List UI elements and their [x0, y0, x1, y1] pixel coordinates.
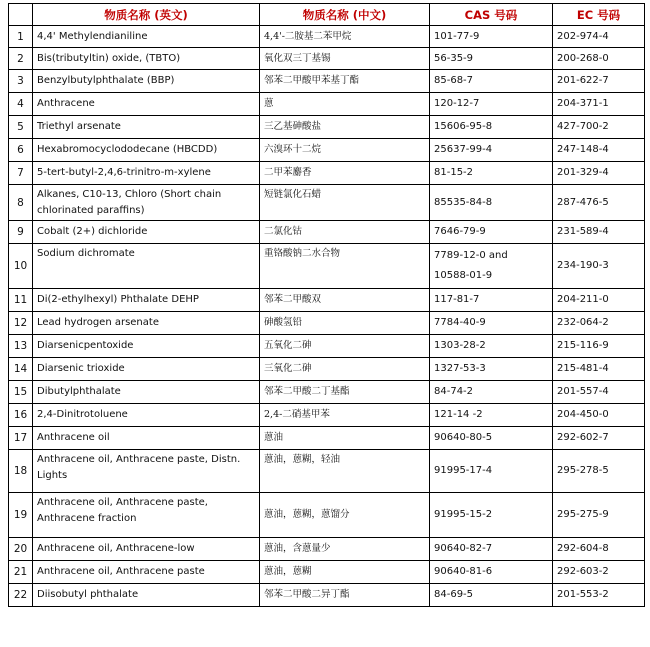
name-en-line: Benzylbutylphthalate (BBP) — [37, 75, 175, 86]
cell-name-cn: 蒽油，蒽糊，轻油 — [260, 450, 430, 493]
cell-ec: 295-278-5 — [553, 450, 645, 493]
table-row — [9, 404, 645, 427]
cell-cas — [430, 139, 553, 162]
cell-ec: 200-268-0 — [553, 48, 645, 70]
cell-name-en — [33, 244, 260, 289]
cell-index: 6 — [9, 139, 33, 162]
cell-cas — [430, 244, 553, 289]
cell-name-cn: 蒽 — [260, 93, 430, 116]
name-en-line: Di(2-ethylhexyl) Phthalate DEHP — [37, 294, 199, 305]
cell-name-en — [33, 381, 260, 404]
cell-index: 18 — [9, 450, 33, 493]
name-en-line: Lights — [37, 470, 68, 481]
cell-name-en — [33, 335, 260, 358]
cell-ec: 292-604-8 — [553, 538, 645, 561]
cas-line: 81-15-2 — [434, 167, 474, 178]
cell-ec: 201-557-4 — [553, 381, 645, 404]
cas-line: 101-77-9 — [434, 30, 480, 42]
cas-line: 117-81-7 — [434, 294, 480, 305]
cell-index: 12 — [9, 312, 33, 335]
table-row — [9, 185, 645, 221]
cell-name-cn: 邻苯二甲酸二异丁酯 — [260, 584, 430, 607]
cell-name-en — [33, 493, 260, 538]
cell-name-cn: 蒽油，蒽糊，蒽馏分 — [260, 493, 430, 538]
cell-ec: 234-190-3 — [553, 244, 645, 289]
cell-ec: 204-371-1 — [553, 93, 645, 116]
cell-name-cn: 蒽油，蒽糊 — [260, 561, 430, 584]
cell-ec: 292-602-7 — [553, 427, 645, 450]
name-en-line: Anthracene oil, Anthracene paste — [37, 566, 205, 577]
table-row — [9, 48, 645, 70]
cell-index: 11 — [9, 289, 33, 312]
cell-ec: 215-481-4 — [553, 358, 645, 381]
cell-ec: 427-700-2 — [553, 116, 645, 139]
table-row — [9, 427, 645, 450]
name-en-line: 4,4' Methylendianiline — [37, 30, 148, 42]
cell-cas — [430, 584, 553, 607]
cell-cas — [430, 221, 553, 244]
name-en-line: Anthracene oil, Anthracene-low — [37, 543, 195, 554]
name-en-line: Anthracene oil, Anthracene paste, — [37, 497, 208, 508]
table-row — [9, 358, 645, 381]
cell-name-en — [33, 450, 260, 493]
cas-line: 85-68-7 — [434, 75, 474, 86]
cas-line: 1303-28-2 — [434, 340, 486, 351]
cell-name-en — [33, 538, 260, 561]
cell-cas — [430, 70, 553, 93]
cell-index: 16 — [9, 404, 33, 427]
cell-ec: 295-275-9 — [553, 493, 645, 538]
cell-name-en — [33, 289, 260, 312]
cell-index: 19 — [9, 493, 33, 538]
header-name-en: 物质名称 (英文) — [33, 4, 260, 26]
cell-name-cn: 六溴环十二烷 — [260, 139, 430, 162]
name-en-line: Sodium dichromate — [37, 248, 135, 259]
cas-line: 91995-17-4 — [434, 465, 493, 476]
cell-ec: 232-064-2 — [553, 312, 645, 335]
cell-ec: 231-589-4 — [553, 221, 645, 244]
cas-line: 120-12-7 — [434, 98, 480, 109]
cas-line: 7789-12-0 and — [434, 250, 508, 261]
cell-name-cn: 五氧化二砷 — [260, 335, 430, 358]
cell-ec: 292-603-2 — [553, 561, 645, 584]
cell-index: 3 — [9, 70, 33, 93]
table-body — [9, 26, 645, 607]
name-en-line: Alkanes, C10-13, Chloro (Short chain — [37, 189, 222, 200]
cell-ec: 247-148-4 — [553, 139, 645, 162]
cas-line: 90640-82-7 — [434, 543, 493, 554]
table-row — [9, 26, 645, 48]
name-en-line: 5-tert-butyl-2,4,6-trinitro-m-xylene — [37, 167, 211, 178]
table-row — [9, 335, 645, 358]
cell-name-en — [33, 561, 260, 584]
table-row — [9, 312, 645, 335]
table-row — [9, 70, 645, 93]
cas-line: 121-14 -2 — [434, 409, 483, 420]
cell-cas — [430, 538, 553, 561]
cell-name-en — [33, 139, 260, 162]
name-en-line: Anthracene oil — [37, 432, 110, 443]
cell-ec: 204-450-0 — [553, 404, 645, 427]
cell-ec: 204-211-0 — [553, 289, 645, 312]
cell-cas — [430, 335, 553, 358]
cell-cas — [430, 116, 553, 139]
cas-line: 85535-84-8 — [434, 196, 493, 208]
header-name-cn: 物质名称 (中文) — [260, 4, 430, 26]
cell-name-en — [33, 404, 260, 427]
cell-index: 1 — [9, 26, 33, 48]
cas-line: 10588-01-9 — [434, 270, 493, 281]
cell-name-cn: 2,4-二硝基甲苯 — [260, 404, 430, 427]
cell-index: 21 — [9, 561, 33, 584]
cas-line: 7784-40-9 — [434, 317, 486, 328]
name-en-line: Hexabromocyclododecane (HBCDD) — [37, 144, 218, 155]
cell-cas — [430, 404, 553, 427]
cell-cas — [430, 162, 553, 185]
cell-name-en — [33, 358, 260, 381]
cell-name-cn: 重铬酸钠二水合物 — [260, 244, 430, 289]
name-en-line: Anthracene fraction — [37, 513, 137, 524]
table-row — [9, 584, 645, 607]
cell-cas — [430, 358, 553, 381]
cell-cas — [430, 427, 553, 450]
cell-name-cn: 砷酸氢铅 — [260, 312, 430, 335]
cas-line: 91995-15-2 — [434, 509, 493, 520]
cell-cas — [430, 26, 553, 48]
cell-name-cn: 氧化双三丁基锡 — [260, 48, 430, 70]
cell-name-en — [33, 93, 260, 116]
name-en-line: chlorinated paraffins) — [37, 205, 145, 216]
cell-name-cn: 邻苯二甲酸甲苯基丁酯 — [260, 70, 430, 93]
cas-line: 84-74-2 — [434, 386, 474, 397]
cell-cas — [430, 381, 553, 404]
substance-table — [8, 3, 645, 607]
cell-index: 5 — [9, 116, 33, 139]
cas-line: 15606-95-8 — [434, 121, 493, 132]
cell-name-en — [33, 221, 260, 244]
cell-index: 20 — [9, 538, 33, 561]
cell-name-en — [33, 312, 260, 335]
cell-name-en — [33, 185, 260, 221]
table-row — [9, 162, 645, 185]
cas-line: 25637-99-4 — [434, 144, 493, 155]
cell-name-cn: 蒽油，含蒽量少 — [260, 538, 430, 561]
cas-line: 84-69-5 — [434, 589, 474, 600]
cell-cas — [430, 312, 553, 335]
header-index — [9, 4, 33, 26]
table-row — [9, 116, 645, 139]
cell-index: 9 — [9, 221, 33, 244]
cell-name-en — [33, 48, 260, 70]
cell-name-en — [33, 70, 260, 93]
cell-name-cn: 4,4'-二胺基二苯甲烷 — [260, 26, 430, 48]
cell-name-en — [33, 116, 260, 139]
cell-name-en — [33, 162, 260, 185]
cas-line: 1327-53-3 — [434, 363, 486, 374]
table-row — [9, 244, 645, 289]
cas-line: 90640-81-6 — [434, 566, 493, 577]
table-row — [9, 221, 645, 244]
cell-index: 2 — [9, 48, 33, 70]
table-row — [9, 538, 645, 561]
cell-index: 22 — [9, 584, 33, 607]
cell-ec: 215-116-9 — [553, 335, 645, 358]
name-en-line: Bis(tributyltin) oxide, (TBTO) — [37, 52, 181, 64]
cell-cas — [430, 289, 553, 312]
cell-index: 7 — [9, 162, 33, 185]
cell-ec: 287-476-5 — [553, 185, 645, 221]
table-row — [9, 289, 645, 312]
cell-index: 4 — [9, 93, 33, 116]
name-en-line: Diisobutyl phthalate — [37, 589, 139, 600]
cell-name-en — [33, 427, 260, 450]
header-ec: EC 号码 — [553, 4, 645, 26]
table-row — [9, 450, 645, 493]
cell-ec: 201-622-7 — [553, 70, 645, 93]
cell-name-cn: 三乙基砷酸盐 — [260, 116, 430, 139]
name-en-line: Lead hydrogen arsenate — [37, 317, 159, 328]
table-row — [9, 561, 645, 584]
table-row — [9, 139, 645, 162]
cell-name-en — [33, 26, 260, 48]
name-en-line: Triethyl arsenate — [37, 121, 121, 132]
cell-cas — [430, 185, 553, 221]
cell-name-cn: 邻苯二甲酸二丁基酯 — [260, 381, 430, 404]
cas-line: 56-35-9 — [434, 52, 474, 64]
cas-line: 90640-80-5 — [434, 432, 493, 443]
name-en-line: Diarsenicpentoxide — [37, 340, 134, 351]
cell-name-cn: 邻苯二甲酸双 — [260, 289, 430, 312]
cell-index: 14 — [9, 358, 33, 381]
cell-name-cn: 短链氯化石蜡 — [260, 185, 430, 221]
name-en-line: Anthracene — [37, 98, 95, 109]
cell-name-cn: 蒽油 — [260, 427, 430, 450]
table-header-row — [9, 4, 645, 26]
cell-name-en — [33, 584, 260, 607]
cell-index: 15 — [9, 381, 33, 404]
cell-ec: 202-974-4 — [553, 26, 645, 48]
cell-index: 13 — [9, 335, 33, 358]
cell-cas — [430, 48, 553, 70]
cell-name-cn: 二甲苯麝香 — [260, 162, 430, 185]
name-en-line: Diarsenic trioxide — [37, 363, 125, 374]
name-en-line: 2,4-Dinitrotoluene — [37, 409, 128, 420]
substance-table-wrapper — [8, 3, 645, 607]
name-en-line: Dibutylphthalate — [37, 386, 121, 397]
cell-cas — [430, 493, 553, 538]
cell-cas — [430, 561, 553, 584]
name-en-line: Cobalt (2+) dichloride — [37, 226, 148, 237]
cell-cas — [430, 93, 553, 116]
cell-index: 8 — [9, 185, 33, 221]
cell-cas — [430, 450, 553, 493]
name-en-line: Anthracene oil, Anthracene paste, Distn. — [37, 454, 241, 465]
cell-ec: 201-329-4 — [553, 162, 645, 185]
table-row — [9, 93, 645, 116]
table-row — [9, 493, 645, 538]
header-cas: CAS 号码 — [430, 4, 553, 26]
cell-name-cn: 三氧化二砷 — [260, 358, 430, 381]
cell-index: 17 — [9, 427, 33, 450]
cas-line: 7646-79-9 — [434, 226, 486, 237]
table-row — [9, 381, 645, 404]
cell-ec: 201-553-2 — [553, 584, 645, 607]
cell-index: 10 — [9, 244, 33, 289]
cell-name-cn: 二氯化钴 — [260, 221, 430, 244]
